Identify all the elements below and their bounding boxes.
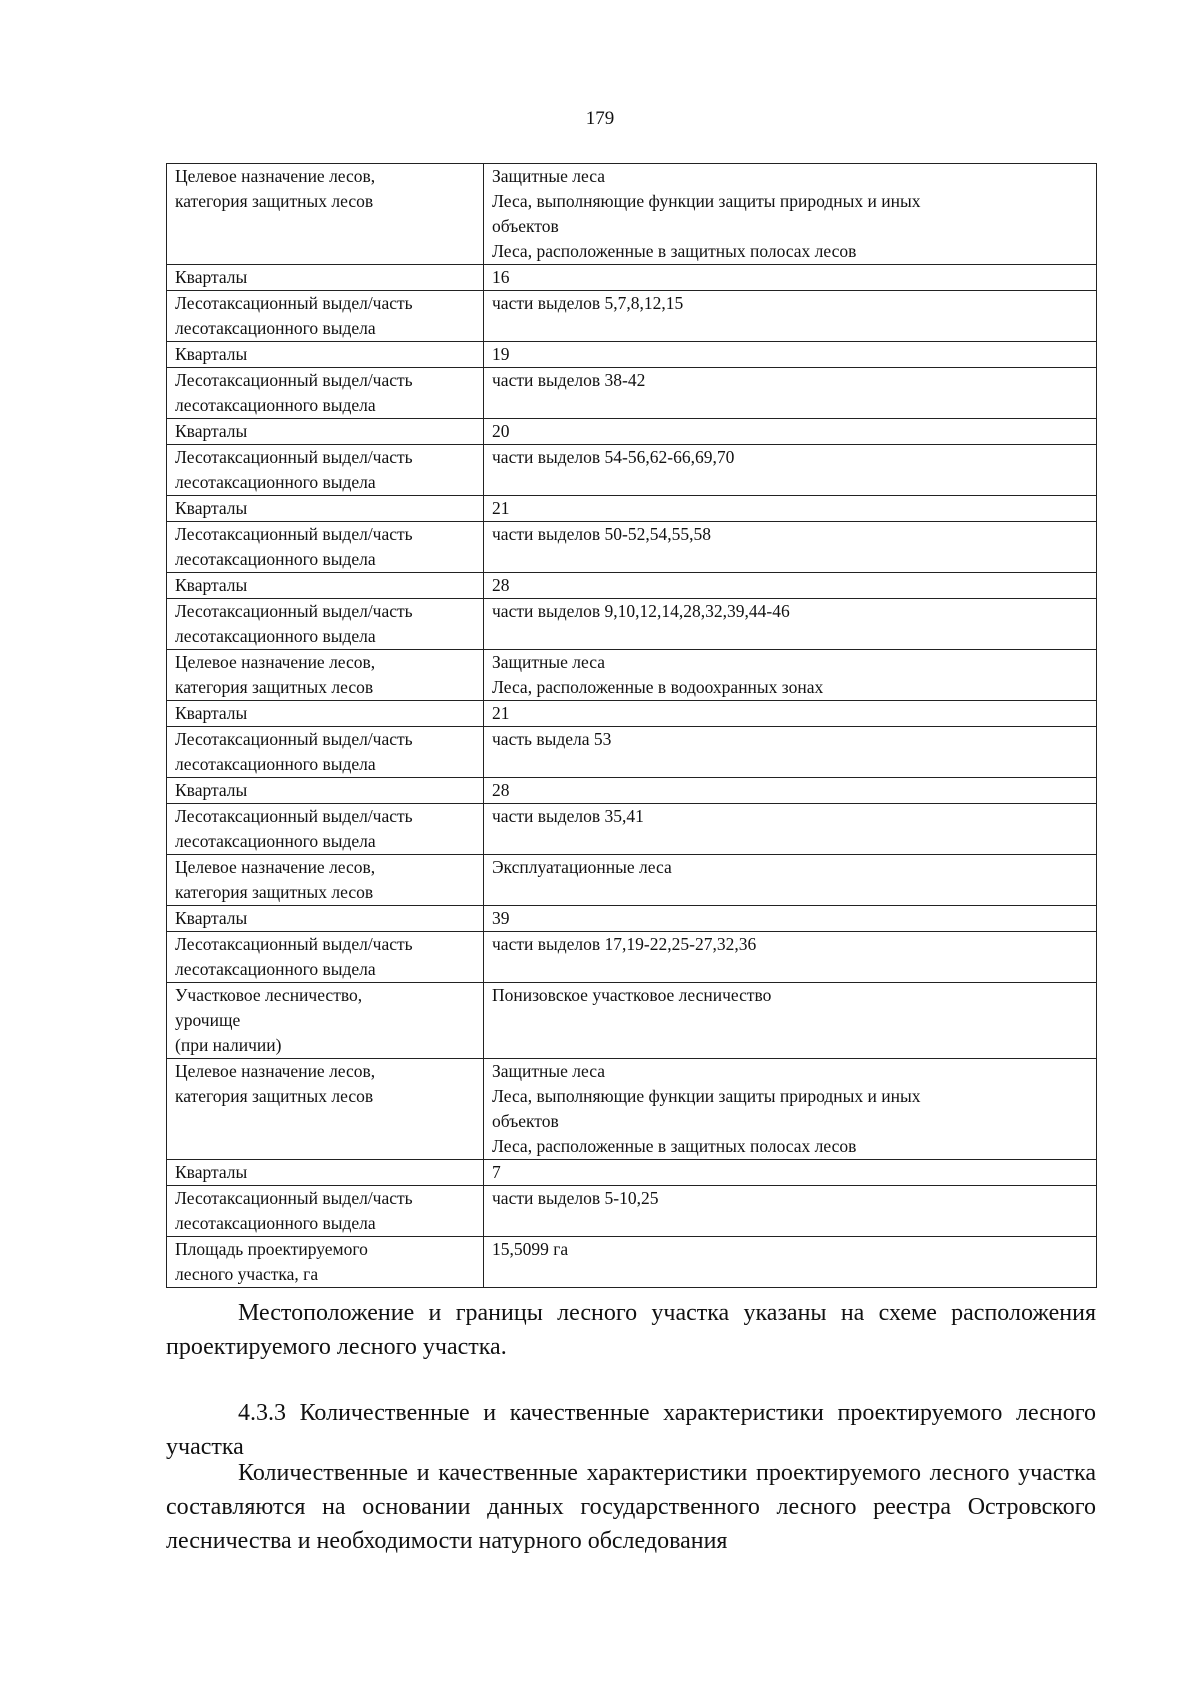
row-label-line: лесного участка, га (175, 1264, 319, 1284)
section-heading: 4.3.3 Количественные и качественные характеристики проектируемого лесного участка (166, 1400, 1096, 1460)
row-value-cell (484, 727, 1097, 778)
row-value-line: Леса, расположенные в защитных полосах лесов (492, 1136, 857, 1156)
row-label-cell (167, 522, 484, 573)
row-label-cell (167, 342, 484, 368)
table-row (167, 701, 1097, 727)
location-paragraph: Местоположение и границы лесного участка указаны на схеме расположения проектируемого лесного участка. (166, 1300, 1096, 1360)
row-label-line: лесотаксационного выдела (175, 395, 376, 415)
row-value-cell (484, 599, 1097, 650)
characteristics-paragraph: Количественные и качественные характеристики проектируемого лесного участка составляются на основании данных государственного лесного реестра Островского лесничества и необходимости натурного обследования (166, 1460, 1096, 1554)
row-value-cell (484, 804, 1097, 855)
row-label-cell (167, 1160, 484, 1186)
row-label-line: лесотаксационного выдела (175, 959, 376, 979)
row-value-line: 16 (492, 267, 510, 287)
row-label-cell (167, 932, 484, 983)
row-label-cell (167, 778, 484, 804)
row-value-line: части выделов 9,10,12,14,28,32,39,44-46 (492, 601, 790, 621)
row-label-line: лесотаксационного выдела (175, 549, 376, 569)
table-row (167, 1186, 1097, 1237)
row-label-cell (167, 727, 484, 778)
table-row (167, 419, 1097, 445)
table-row (167, 522, 1097, 573)
row-label-line: Площадь проектируемого (175, 1239, 368, 1259)
row-value-cell (484, 1160, 1097, 1186)
row-label-cell (167, 164, 484, 265)
row-label-line: урочище (175, 1010, 241, 1030)
row-value-line: объектов (492, 1111, 559, 1131)
row-label-line: Лесотаксационный выдел/часть (175, 447, 413, 467)
row-label-cell (167, 496, 484, 522)
row-value-line: 7 (492, 1162, 501, 1182)
row-label-cell (167, 1237, 484, 1288)
row-label-line: категория защитных лесов (175, 882, 374, 902)
table-row (167, 1160, 1097, 1186)
table-row (167, 573, 1097, 599)
row-value-line: Леса, расположенные в защитных полосах лесов (492, 241, 857, 261)
table-row (167, 983, 1097, 1059)
row-label-cell (167, 983, 484, 1059)
row-value-line: Леса, выполняющие функции защиты природных и иных (492, 1086, 921, 1106)
table-body (167, 164, 1097, 1288)
row-label-line: Кварталы (175, 1162, 248, 1182)
table-row (167, 599, 1097, 650)
row-value-cell (484, 265, 1097, 291)
row-value-line: части выделов 5,7,8,12,15 (492, 293, 684, 313)
row-value-cell (484, 1186, 1097, 1237)
table-row (167, 342, 1097, 368)
row-label-line: лесотаксационного выдела (175, 1213, 376, 1233)
row-value-line: 39 (492, 908, 510, 928)
row-value-cell (484, 906, 1097, 932)
row-label-cell (167, 265, 484, 291)
row-value-line: части выделов 17,19-22,25-27,32,36 (492, 934, 757, 954)
row-label-line: Лесотаксационный выдел/часть (175, 524, 413, 544)
row-value-cell (484, 445, 1097, 496)
row-label-cell (167, 804, 484, 855)
row-value-cell (484, 1237, 1097, 1288)
row-label-cell (167, 1059, 484, 1160)
row-value-cell (484, 983, 1097, 1059)
row-value-cell (484, 932, 1097, 983)
row-value-cell (484, 368, 1097, 419)
row-label-line: Лесотаксационный выдел/часть (175, 1188, 413, 1208)
row-label-cell (167, 855, 484, 906)
row-label-line: лесотаксационного выдела (175, 318, 376, 338)
row-label-line: категория защитных лесов (175, 1086, 374, 1106)
row-label-line: Кварталы (175, 498, 248, 518)
row-label-line: Лесотаксационный выдел/часть (175, 601, 413, 621)
table-row (167, 265, 1097, 291)
row-label-line: Кварталы (175, 780, 248, 800)
table-row (167, 727, 1097, 778)
row-label-line: Лесотаксационный выдел/часть (175, 806, 413, 826)
row-value-line: часть выдела 53 (492, 729, 612, 749)
row-value-line: части выделов 5-10,25 (492, 1188, 659, 1208)
row-label-line: лесотаксационного выдела (175, 626, 376, 646)
table-row (167, 291, 1097, 342)
row-value-line: 20 (492, 421, 510, 441)
row-label-cell (167, 1186, 484, 1237)
row-label-line: Целевое назначение лесов, (175, 857, 376, 877)
row-label-cell (167, 445, 484, 496)
row-value-cell (484, 1059, 1097, 1160)
table-row (167, 804, 1097, 855)
table-row (167, 1059, 1097, 1160)
row-value-cell (484, 650, 1097, 701)
table-row (167, 855, 1097, 906)
row-label-line: Целевое назначение лесов, (175, 652, 376, 672)
row-value-cell (484, 342, 1097, 368)
row-value-line: части выделов 35,41 (492, 806, 644, 826)
row-label-cell (167, 368, 484, 419)
row-label-line: лесотаксационного выдела (175, 754, 376, 774)
row-value-cell (484, 573, 1097, 599)
row-label-line: Кварталы (175, 703, 248, 723)
row-label-line: Кварталы (175, 421, 248, 441)
table-row (167, 778, 1097, 804)
row-label-line: Лесотаксационный выдел/часть (175, 293, 413, 313)
row-label-line: Целевое назначение лесов, (175, 166, 376, 186)
table-row (167, 164, 1097, 265)
row-value-line: части выделов 50-52,54,55,58 (492, 524, 711, 544)
row-value-line: Эксплуатационные леса (492, 857, 672, 877)
row-label-line: Кварталы (175, 575, 248, 595)
row-label-line: лесотаксационного выдела (175, 831, 376, 851)
row-value-line: 15,5099 га (492, 1239, 569, 1259)
page-number: 179 (585, 108, 615, 129)
row-label-line: категория защитных лесов (175, 677, 374, 697)
row-label-line: Целевое назначение лесов, (175, 1061, 376, 1081)
row-label-line: Кварталы (175, 344, 248, 364)
row-label-cell (167, 701, 484, 727)
table-row (167, 650, 1097, 701)
row-label-cell (167, 419, 484, 445)
row-value-cell (484, 291, 1097, 342)
row-label-cell (167, 599, 484, 650)
row-value-line: Леса, выполняющие функции защиты природных и иных (492, 191, 921, 211)
row-value-line: 21 (492, 703, 510, 723)
row-label-line: Кварталы (175, 267, 248, 287)
table-row (167, 906, 1097, 932)
row-value-line: части выделов 38-42 (492, 370, 646, 390)
row-label-cell (167, 291, 484, 342)
table-row (167, 368, 1097, 419)
forest-plot-table (166, 163, 1097, 1288)
row-value-line: Защитные леса (492, 166, 605, 186)
row-label-cell (167, 906, 484, 932)
row-value-cell (484, 778, 1097, 804)
row-value-cell (484, 496, 1097, 522)
table-row (167, 496, 1097, 522)
table-row (167, 932, 1097, 983)
row-label-line: категория защитных лесов (175, 191, 374, 211)
table-row (167, 445, 1097, 496)
row-label-line: Лесотаксационный выдел/часть (175, 370, 413, 390)
row-value-line: объектов (492, 216, 559, 236)
row-value-line: Защитные леса (492, 652, 605, 672)
row-label-cell (167, 650, 484, 701)
row-value-cell (484, 164, 1097, 265)
row-value-line: 28 (492, 780, 510, 800)
row-value-cell (484, 419, 1097, 445)
table-row (167, 1237, 1097, 1288)
row-value-line: 28 (492, 575, 510, 595)
row-label-line: (при наличии) (175, 1035, 282, 1055)
row-value-line: Леса, расположенные в водоохранных зонах (492, 677, 824, 697)
row-value-line: 19 (492, 344, 510, 364)
row-label-line: лесотаксационного выдела (175, 472, 376, 492)
row-label-line: Кварталы (175, 908, 248, 928)
row-label-line: Лесотаксационный выдел/часть (175, 729, 413, 749)
row-value-line: части выделов 54-56,62-66,69,70 (492, 447, 735, 467)
row-label-line: Участковое лесничество, (175, 985, 363, 1005)
row-label-line: Лесотаксационный выдел/часть (175, 934, 413, 954)
row-value-cell (484, 701, 1097, 727)
row-value-line: Понизовское участковое лесничество (492, 985, 772, 1005)
row-label-cell (167, 573, 484, 599)
row-value-line: Защитные леса (492, 1061, 605, 1081)
row-value-line: 21 (492, 498, 510, 518)
row-value-cell (484, 522, 1097, 573)
row-value-cell (484, 855, 1097, 906)
